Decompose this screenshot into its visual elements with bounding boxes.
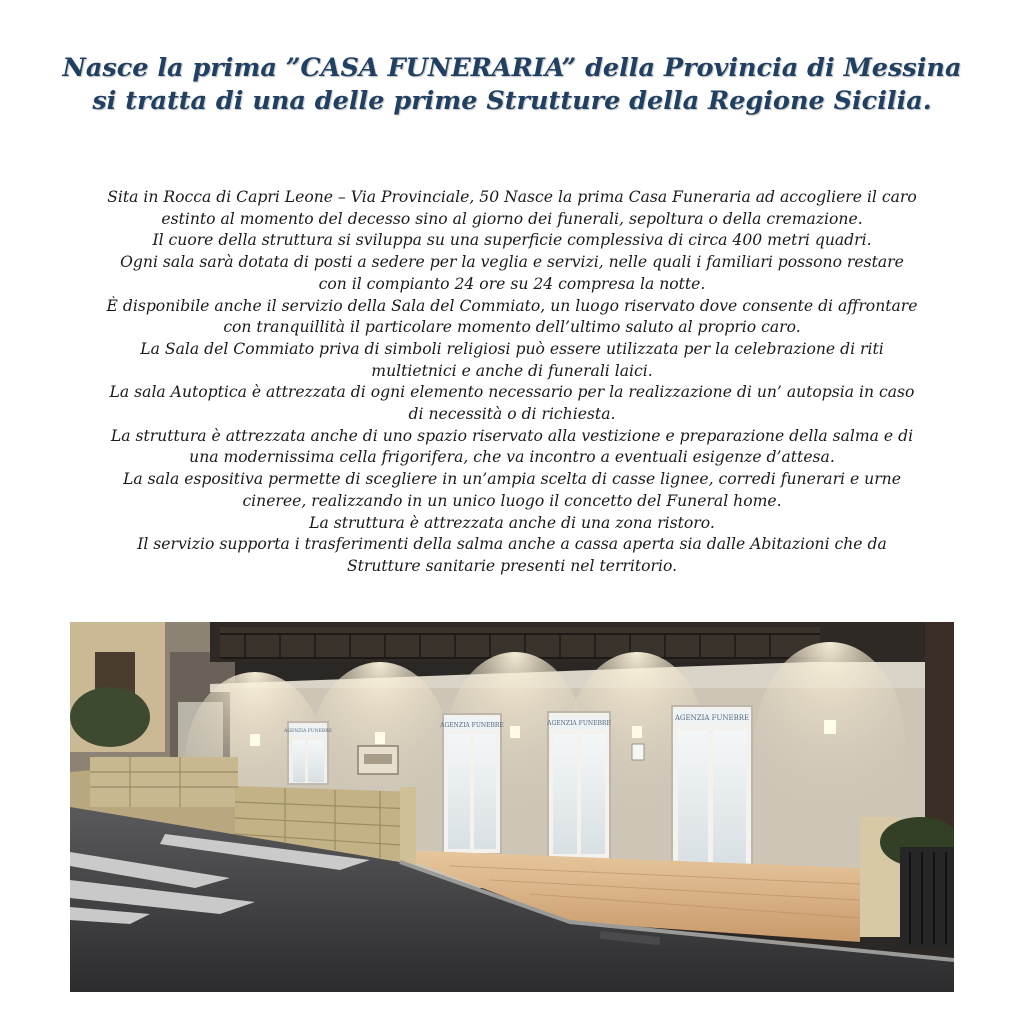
- body-line: di necessità o di richiesta.: [408, 405, 616, 424]
- body-line: Sita in Rocca di Capri Leone – Via Provinciale, 50 Nasce la prima Casa Funeraria ad accogliere il caro: [107, 188, 917, 206]
- body-line: cineree, realizzando in un unico luogo il concetto del Funeral home.: [242, 491, 782, 510]
- body-line: estinto al momento del decesso sino al giorno dei funerali, sepoltura o della cremazione.: [161, 209, 863, 228]
- body-line: multietnici e anche di funerali laici.: [371, 361, 653, 380]
- body-line: Il servizio supporta i trasferimenti della salma anche a cassa aperta sia dalle Abitazioni che da: [137, 535, 887, 554]
- body-line: con tranquillità il particolare momento dell’ultimo saluto al proprio caro.: [223, 318, 801, 337]
- headline: [0, 52, 1024, 118]
- body-line: con il compianto 24 ore su 24 compresa la notte.: [318, 274, 706, 293]
- body-line: La Sala del Commiato priva di simboli religiosi può essere utilizzata per la celebrazione di riti: [140, 339, 884, 358]
- building-photo: [70, 622, 954, 992]
- building-photo-illustration: [70, 622, 954, 992]
- headline-line-1: Nasce la prima ”CASA FUNERARIA” della Provincia di Messina: [62, 53, 962, 83]
- body-line: Il cuore della struttura si sviluppa su una superficie complessiva di circa 400 metri quadri.: [152, 231, 872, 250]
- body-line: La sala Autoptica è attrezzata di ogni elemento necessario per la realizzazione di un’ autopsia in caso: [109, 383, 915, 402]
- door-sign-1: AGENZIA FUNEBRE: [284, 729, 332, 734]
- body-line: La sala espositiva permette di scegliere in un’ampia scelta di casse lignee, corredi funerari e urne: [123, 470, 901, 489]
- article-body: [0, 187, 1024, 578]
- door-sign-3: AGENZIA FUNEBRE: [547, 720, 611, 727]
- body-line: La struttura è attrezzata anche di uno spazio riservato alla vestizione e preparazione della salma e di: [110, 426, 914, 445]
- body-line: Strutture sanitarie presenti nel territorio.: [346, 556, 678, 575]
- headline-line-2: si tratta di una delle prime Strutture della Regione Sicilia.: [92, 86, 932, 116]
- body-line: La struttura è attrezzata anche di una zona ristoro.: [309, 513, 715, 532]
- door-sign-4: AGENZIA FUNEBRE: [674, 714, 750, 722]
- body-line: È disponibile anche il servizio della Sala del Commiato, un luogo riservato dove consente di affrontare: [106, 296, 918, 315]
- body-line: una modernissima cella frigorifera, che va incontro a eventuali esigenze d’attesa.: [189, 448, 835, 467]
- door-sign-2: AGENZIA FUNEBRE: [440, 722, 504, 729]
- body-line: Ogni sala sarà dotata di posti a sedere per la veglia e servizi, nelle quali i familiari possono restare: [120, 253, 904, 272]
